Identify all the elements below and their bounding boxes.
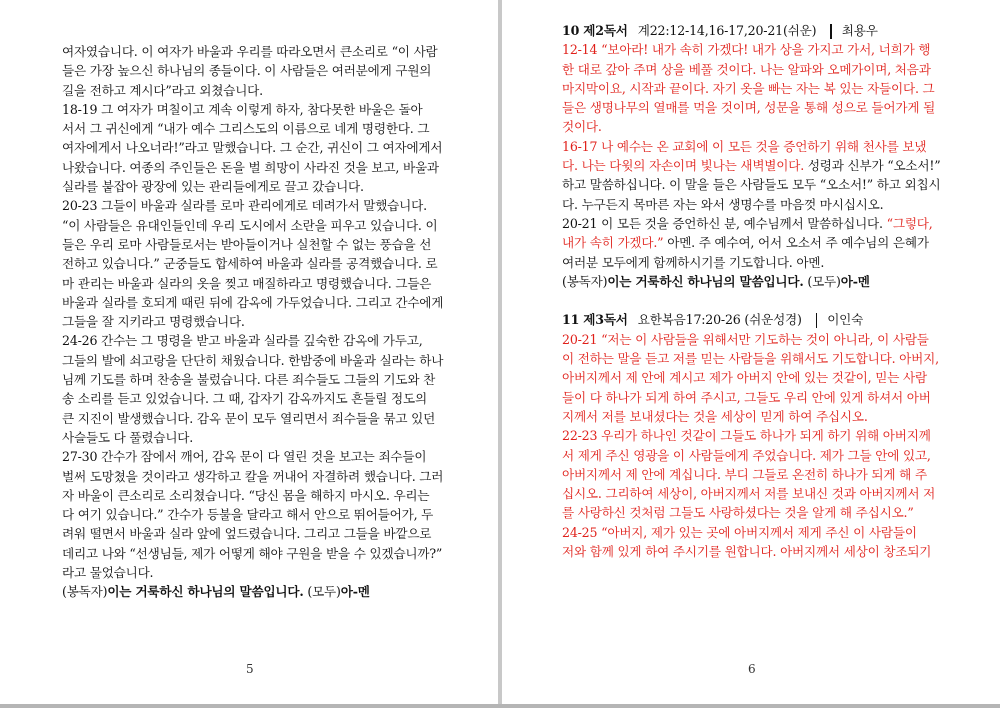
congregation-cue: (모두): [803, 273, 841, 289]
text-line: [562, 175, 948, 194]
line-text: 그들의 발에 쇠고랑을 단단히 채웠습니다. 한밤중에 바울과 실라는 하나: [62, 352, 444, 368]
text-line: [62, 254, 444, 273]
right-page-body: [562, 21, 948, 561]
text-line: [62, 370, 444, 389]
text-line: [562, 214, 948, 233]
line-text: 20-21 이 모든 것을 증언하신 분, 예수님께서 말씀하십니다.: [562, 215, 883, 231]
closing-amen: 아-멘: [340, 584, 370, 600]
line-text: 12-14 “보아라! 내가 속히 가겠다! 내가 상을 가지고 가서, 너희가 행: [562, 42, 931, 58]
text-line: [562, 156, 948, 175]
text-line: [62, 158, 444, 177]
line-text: 아멘. 주 예수여, 어서 오소서 주 예수님의 은혜가: [663, 235, 929, 251]
line-text: 20-23 그들이 바울과 실라를 로마 관리에게로 데려가서 말했습니다.: [62, 198, 427, 214]
line-text: 아버지께서 제 안에 계십니다. 부디 그들로 온전히 하나가 되게 해 주: [562, 466, 927, 482]
closing-response-1: [62, 582, 444, 601]
text-line: [562, 253, 948, 272]
reading-header-2: [562, 21, 948, 40]
page-number-right: 6: [748, 662, 756, 676]
text-line: [562, 426, 948, 445]
left-page: [0, 0, 498, 704]
line-text: 한 대로 갚아 주며 상을 베풀 것이다. 나는 알파와 오메가이며, 처음과: [562, 61, 931, 77]
text-line: [562, 542, 948, 561]
line-text: 18-19 그 여자가 며칠이고 계속 이렇게 하자, 참다못한 바울은 돌아: [62, 101, 423, 117]
line-text: 여러분 모두에게 함께하시기를 기도합니다. 아멘.: [562, 254, 825, 270]
line-text: 길을 전하고 계시다”라고 외쳤습니다.: [62, 82, 263, 98]
line-text: 다 여기 있습니다.” 간수가 등불을 달라고 해서 안으로 뛰어들어가, 두: [62, 507, 434, 523]
line-text: 들은 우리 로마 사람들로서는 받아들이거나 실천할 수 없는 풍습을 선: [62, 236, 432, 252]
text-line: [62, 351, 444, 370]
congregation-cue: (모두): [303, 584, 341, 600]
page-shadow: [0, 704, 1000, 708]
line-text: 내가 속히 가겠다.”: [562, 235, 664, 251]
line-text: 들은 생명나무의 열매를 먹을 것이며, 성문을 통해 성으로 들어가게 될: [562, 100, 936, 116]
text-line: [562, 503, 948, 522]
line-text: 실라를 붙잡아 광장에 있는 관리들에게로 끌고 갔습니다.: [62, 179, 364, 195]
line-text: 16-17 나 예수는 온 교회에 이 모든 것을 증언하기 위해 천사를 보냈: [562, 138, 927, 154]
line-text: 마 관리는 바울과 실라의 옷을 찢고 매질하라고 명령했습니다. 그들은: [62, 275, 432, 291]
line-text: 22-23 우리가 하나인 것같이 그들도 하나가 되게 하기 위해 아버지께: [562, 428, 931, 444]
text-line: [62, 447, 444, 466]
reading-number: 10 제2독서: [562, 23, 628, 38]
text-line: [562, 233, 948, 252]
text-line: [62, 428, 444, 447]
reader-name: 이인숙: [827, 312, 864, 328]
text-line: [62, 274, 444, 293]
header-divider: [816, 313, 818, 328]
line-text: 여자였습니다. 이 여자가 바울과 우리를 따라오면서 큰소리로 “이 사람: [62, 44, 438, 59]
text-line: [562, 195, 948, 214]
text-line: [562, 484, 948, 503]
right-page: [502, 0, 1000, 704]
text-line: [562, 137, 948, 156]
line-text: 그들을 잘 지키라고 명령했습니다.: [62, 314, 245, 330]
text-line: [562, 60, 948, 79]
text-line: [62, 486, 444, 505]
line-text: 들이 다 하나가 되게 하여 주시고, 그들도 우리 안에 있게 하셔서 아버: [562, 389, 931, 405]
text-line: [562, 523, 948, 542]
reading-reference: 계22:12-14,16-17,20-21(쉬운): [637, 23, 817, 38]
text-line: [62, 81, 444, 100]
line-text: 사슬들도 다 풀렸습니다.: [62, 429, 194, 445]
reading-text-2: [562, 40, 948, 272]
line-text: 다. 나는 다윗의 자손이며 빛나는 새벽별이다.: [562, 158, 805, 174]
reading-reference: 요한복음17:20-26 (쉬운성경): [637, 312, 802, 328]
text-line: [62, 138, 444, 157]
text-line: [562, 40, 948, 59]
text-line: [62, 100, 444, 119]
line-text: 것이다.: [562, 119, 602, 135]
text-line: [62, 409, 444, 428]
text-line: [62, 61, 444, 80]
text-line: [62, 293, 444, 312]
line-text: 27-30 간수가 잠에서 깨어, 감옥 문이 다 열린 것을 보고는 죄수들이: [62, 449, 427, 465]
left-page-body: [62, 42, 444, 602]
line-text: 마지막이요, 시작과 끝이다. 자기 옷을 빠는 자는 복 있는 자들이다. 그: [562, 80, 935, 96]
line-text: 큰 지진이 발생했습니다. 감옥 문이 모두 열리면서 죄수들을 묶고 있던: [62, 410, 436, 426]
closing-declaration: 이는 거룩하신 하나님의 말씀입니다.: [107, 584, 304, 600]
text-line: [562, 98, 948, 117]
line-text: 려워 떨면서 바울과 실라 앞에 엎드렸습니다. 그리고 그들을 바깥으로: [62, 526, 432, 542]
text-line: [62, 312, 444, 331]
spacer: [562, 291, 948, 310]
line-text: 서 제게 주신 영광을 이 사람들에게 주었습니다. 제가 그들 안에 있고,: [562, 447, 931, 463]
closing-declaration: 이는 거룩하신 하나님의 말씀입니다.: [607, 273, 804, 289]
line-text: 하고 말씀하십니다. 이 말을 들은 사람들도 모두 “오소서!” 하고 외칩시: [562, 177, 941, 193]
line-text: 20-21 “저는 이 사람들을 위해서만 기도하는 것이 아니라, 이 사람들: [562, 331, 929, 347]
line-text: 서서 그 귀신에게 “내가 예수 그리스도의 이름으로 네게 명령한다. 그: [62, 121, 430, 137]
text-line: [62, 544, 444, 563]
text-line: [562, 368, 948, 387]
text-line: [562, 349, 948, 368]
text-line: [62, 119, 444, 138]
text-line: [62, 216, 444, 235]
text-line: [562, 388, 948, 407]
line-text: “이 사람들은 유대인들인데 우리 도시에서 소란을 피우고 있습니다. 이: [62, 217, 438, 233]
text-line: [62, 563, 444, 582]
line-text: 이 전하는 말을 듣고 저를 믿는 사람들을 위해서도 기도합니다. 아버지,: [562, 351, 939, 367]
line-text: 데리고 나와 “선생님들, 제가 어떻게 해야 구원을 받을 수 있겠습니까?”: [62, 545, 443, 561]
text-line: [62, 235, 444, 254]
line-text: 전하고 있습니다.” 군중들도 합세하여 바울과 실라를 공격했습니다. 로: [62, 256, 438, 272]
text-line: [562, 465, 948, 484]
page-number-left: 5: [246, 662, 254, 676]
line-text: “그렇다,: [882, 215, 933, 231]
text-line: [62, 524, 444, 543]
line-text: 벌써 도망쳤을 것이라고 생각하고 칼을 꺼내어 자결하려 했습니다. 그러: [62, 468, 444, 484]
text-line: [562, 117, 948, 136]
line-text: 들은 가장 높으신 하나님의 종들이다. 이 사람들은 여러분에게 구원의: [62, 63, 432, 79]
text-line: [62, 505, 444, 524]
line-text: 님께 기도를 하며 찬송을 불렀습니다. 다른 죄수들도 그들의 기도와 찬: [62, 372, 436, 388]
closing-amen: 아-멘: [840, 273, 870, 289]
line-text: 를 사랑하신 것처럼 그들도 사랑하셨다는 것을 알게 해 주십시오.”: [562, 505, 914, 521]
text-line: [562, 407, 948, 426]
reader-cue: (봉독자): [562, 273, 608, 289]
reader-cue: (봉독자): [62, 584, 108, 600]
line-text: 십시오. 그리하여 세상이, 아버지께서 저를 보내신 것과 아버지께서 저: [562, 486, 936, 502]
line-text: 송 소리를 듣고 있었습니다. 그 때, 갑자기 감옥까지도 흔들릴 정도의: [62, 391, 427, 407]
line-text: 아버지께서 제 안에 계시고 제가 아버지 안에 있는 것같이, 믿는 사람: [562, 370, 927, 386]
line-text: 24-25 “아버지, 제가 있는 곳에 아버지께서 제게 주신 이 사람들이: [562, 524, 917, 540]
text-line: [62, 177, 444, 196]
reading-text-3: [562, 330, 948, 562]
text-line: [62, 196, 444, 215]
text-line: [62, 331, 444, 350]
line-text: 라고 물었습니다.: [62, 565, 154, 581]
text-line: [562, 330, 948, 349]
text-line: [62, 389, 444, 408]
line-text: 여자에게서 나오너라!”라고 말했습니다. 그 순간, 귀신이 그 여자에게서: [62, 140, 443, 156]
header-divider: [830, 24, 832, 39]
text-line: [562, 79, 948, 98]
reading-header-3: [562, 310, 948, 329]
text-line: [62, 467, 444, 486]
line-text: 다. 누구든지 목마른 자는 와서 생명수를 마음껏 마시십시오.: [562, 196, 884, 212]
closing-response-2: [562, 272, 948, 291]
reader-name: 최용우: [841, 23, 878, 38]
line-text: 저와 함께 있게 하여 주시기를 원합니다. 아버지께서 세상이 창조되기: [562, 544, 932, 560]
line-text: 바울과 실라를 호되게 때린 뒤에 감옥에 가두었습니다. 그리고 간수에게: [62, 294, 444, 310]
line-text: 자 바울이 큰소리로 소리쳤습니다. “당신 몸을 해하지 마시오. 우리는: [62, 487, 430, 503]
reading-number: 11 제3독서: [562, 312, 628, 328]
text-line: [62, 42, 444, 61]
line-text: 24-26 간수는 그 명령을 받고 바울과 실라를 깊숙한 감옥에 가두고,: [62, 333, 423, 349]
line-text: 성령과 신부가 “오소서!”: [804, 158, 941, 174]
line-text: 나왔습니다. 여종의 주인들은 돈을 벌 희망이 사라진 것을 보고, 바울과: [62, 159, 439, 175]
text-line: [562, 446, 948, 465]
line-text: 지께서 저를 보내셨다는 것을 세상이 믿게 하여 주십시오.: [562, 408, 868, 424]
